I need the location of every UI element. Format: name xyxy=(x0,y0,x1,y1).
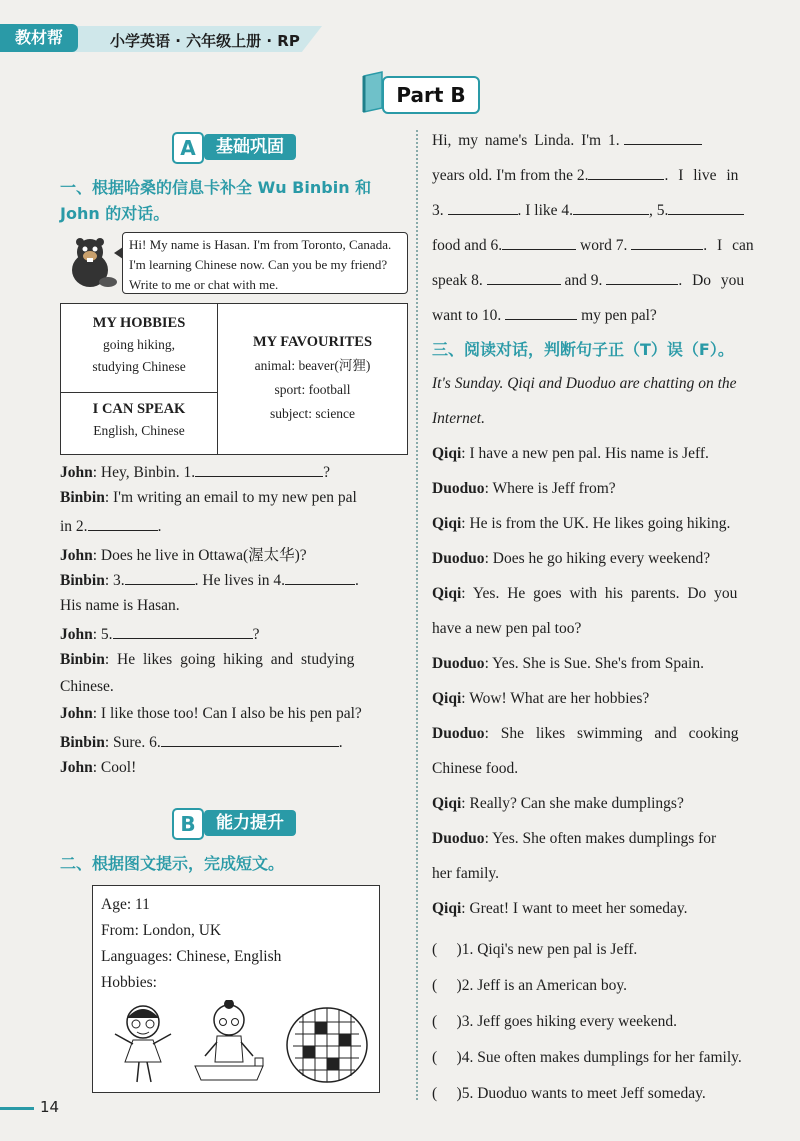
speech-line: Hi! My name is Hasan. I'm from Toronto, Canada. xyxy=(129,237,392,252)
brand-badge: 教材帮 xyxy=(0,24,78,52)
speech-line: Write to me or chat with me. xyxy=(129,277,279,292)
hobby-item: studying Chinese xyxy=(92,359,186,374)
dialogue-line: Chinese. xyxy=(60,678,114,695)
page-number-rule xyxy=(0,1107,34,1110)
answer-blank[interactable] xyxy=(606,270,678,285)
answer-blank[interactable] xyxy=(573,200,649,215)
passage-line: want to 10. my pen pal? xyxy=(432,307,657,324)
answer-blank[interactable] xyxy=(631,235,703,250)
chat-line: Qiqi: Great! I want to meet her someday. xyxy=(432,900,688,917)
section-b-label: 能力提升 xyxy=(204,810,296,836)
chat-line: Duoduo: Does he go hiking every weekend? xyxy=(432,550,711,567)
answer-blank[interactable] xyxy=(502,235,576,250)
answer-blank[interactable] xyxy=(448,200,518,215)
hobby-item: going hiking, xyxy=(102,337,175,352)
column-divider xyxy=(416,130,418,1100)
task3-intro: Internet. xyxy=(432,410,485,427)
dialogue-line: Binbin: He likes going hiking and studying xyxy=(60,651,355,668)
chat-line: her family. xyxy=(432,865,499,882)
task3-intro: It's Sunday. Qiqi and Duoduo are chatting on the xyxy=(432,375,737,392)
favourite-item: subject: science xyxy=(269,406,356,421)
dialogue-line: John: 5. ? xyxy=(60,626,260,643)
speech-line: I'm learning Chinese now. Can you be my friend? xyxy=(129,257,388,272)
judge-item[interactable]: ( )1. Qiqi's new pen pal is Jeff. xyxy=(432,941,638,958)
section-a-letter: A xyxy=(172,132,204,164)
passage-line: 3. . I like 4. , 5. xyxy=(432,200,744,220)
answer-blank[interactable] xyxy=(487,270,561,285)
favourites-cell xyxy=(218,330,407,426)
answer-blank[interactable] xyxy=(285,570,355,585)
header-title: 小学英语 · 六年级上册 · RP xyxy=(110,32,300,50)
dialogue-line: His name is Hasan. xyxy=(60,597,180,614)
answer-blank[interactable] xyxy=(88,516,158,531)
answer-blank[interactable] xyxy=(588,165,664,180)
girl-cooking-icon xyxy=(189,1000,269,1086)
chat-line: Qiqi: I have a new pen pal. His name is Jeff. xyxy=(432,445,709,462)
section-a-label: 基础巩固 xyxy=(204,134,296,160)
chat-line: Qiqi: Wow! What are her hobbies? xyxy=(432,690,650,707)
passage-line: speak 8. and 9. . Do you xyxy=(432,272,745,289)
speak-languages: English, Chinese xyxy=(93,423,185,438)
judge-item[interactable]: ( )3. Jeff goes hiking every weekend. xyxy=(432,1013,678,1030)
judge-item[interactable]: ( )5. Duoduo wants to meet Jeff someday. xyxy=(432,1085,706,1102)
info-age: Age: 11 xyxy=(101,896,150,913)
dialogue-line: Binbin: 3. . He lives in 4. . xyxy=(60,572,359,589)
task2-heading: 二、根据图文提示，完成短文。 xyxy=(60,854,285,873)
chat-line: have a new pen pal too? xyxy=(432,620,582,637)
girl-dancing-icon xyxy=(103,1000,183,1086)
info-hobbies: Hobbies: xyxy=(101,974,157,991)
chat-line: Chinese food. xyxy=(432,760,519,777)
dialogue-line: Binbin: Sure. 6. . xyxy=(60,734,343,751)
part-title: Part B xyxy=(382,76,480,114)
judge-item[interactable]: ( )2. Jeff is an American boy. xyxy=(432,977,627,994)
dialogue-line: John: I like those too! Can I also be his pen pal? xyxy=(60,705,362,722)
speak-cell xyxy=(61,398,217,442)
passage-line: food and 6. word 7. . I can xyxy=(432,237,754,254)
hobbies-cell xyxy=(61,312,217,378)
favourite-item: sport: football xyxy=(274,382,351,397)
task1-heading-line1: 一、根据哈桑的信息卡补全 Wu Binbin 和 xyxy=(60,178,372,197)
passage-line: Hi, my name's Linda. I'm 1. xyxy=(432,130,702,150)
chat-line: Qiqi: Really? Can she make dumplings? xyxy=(432,795,684,812)
hasan-info-card xyxy=(60,303,408,455)
part-title-badge xyxy=(360,70,480,114)
dialogue-line: John: Cool! xyxy=(60,759,137,776)
judge-item[interactable]: ( )4. Sue often makes dumplings for her family. xyxy=(432,1049,742,1066)
chat-line: Duoduo: Yes. She often makes dumplings for xyxy=(432,830,717,847)
card-divider xyxy=(61,392,217,393)
dialogue-line: Binbin: I'm writing an email to my new pen pal xyxy=(60,489,357,506)
crossword-icon xyxy=(285,1006,369,1084)
chat-line: Duoduo: Where is Jeff from? xyxy=(432,480,616,497)
info-languages: Languages: Chinese, English xyxy=(101,948,282,965)
speak-title: I CAN SPEAK xyxy=(92,401,186,417)
section-b-letter: B xyxy=(172,808,204,840)
chat-line: Duoduo: She likes swimming and cooking xyxy=(432,725,739,742)
answer-blank[interactable] xyxy=(161,732,339,747)
answer-blank[interactable] xyxy=(668,200,744,215)
chat-line: Qiqi: He is from the UK. He likes going hiking. xyxy=(432,515,731,532)
chat-line: Duoduo: Yes. She is Sue. She's from Spain. xyxy=(432,655,704,672)
linda-info-card xyxy=(92,885,380,1093)
answer-blank[interactable] xyxy=(624,130,702,145)
task3-heading: 三、阅读对话，判断句子正（T）误（F）。 xyxy=(432,340,734,359)
info-from: From: London, UK xyxy=(101,922,222,939)
answer-blank[interactable] xyxy=(125,570,195,585)
favourite-item: animal: beaver(河狸) xyxy=(254,358,371,373)
dialogue-line: John: Does he live in Ottawa(渥太华)? xyxy=(60,547,307,564)
chat-line: Qiqi: Yes. He goes with his parents. Do you xyxy=(432,585,738,602)
task1-heading-line2: John 的对话。 xyxy=(60,204,170,223)
answer-blank[interactable] xyxy=(195,462,323,477)
beaver-icon xyxy=(62,236,118,290)
favourites-title: MY FAVOURITES xyxy=(252,334,373,350)
passage-line: years old. I'm from the 2. . I live in xyxy=(432,167,739,184)
answer-blank[interactable] xyxy=(113,624,253,639)
hobbies-title: MY HOBBIES xyxy=(92,315,186,331)
dialogue-line: John: Hey, Binbin. 1. ? xyxy=(60,464,330,481)
page-number: 14 xyxy=(40,1098,60,1116)
hasan-speech-bubble xyxy=(122,232,408,294)
dialogue-line: in 2. . xyxy=(60,518,162,535)
answer-blank[interactable] xyxy=(505,305,577,320)
